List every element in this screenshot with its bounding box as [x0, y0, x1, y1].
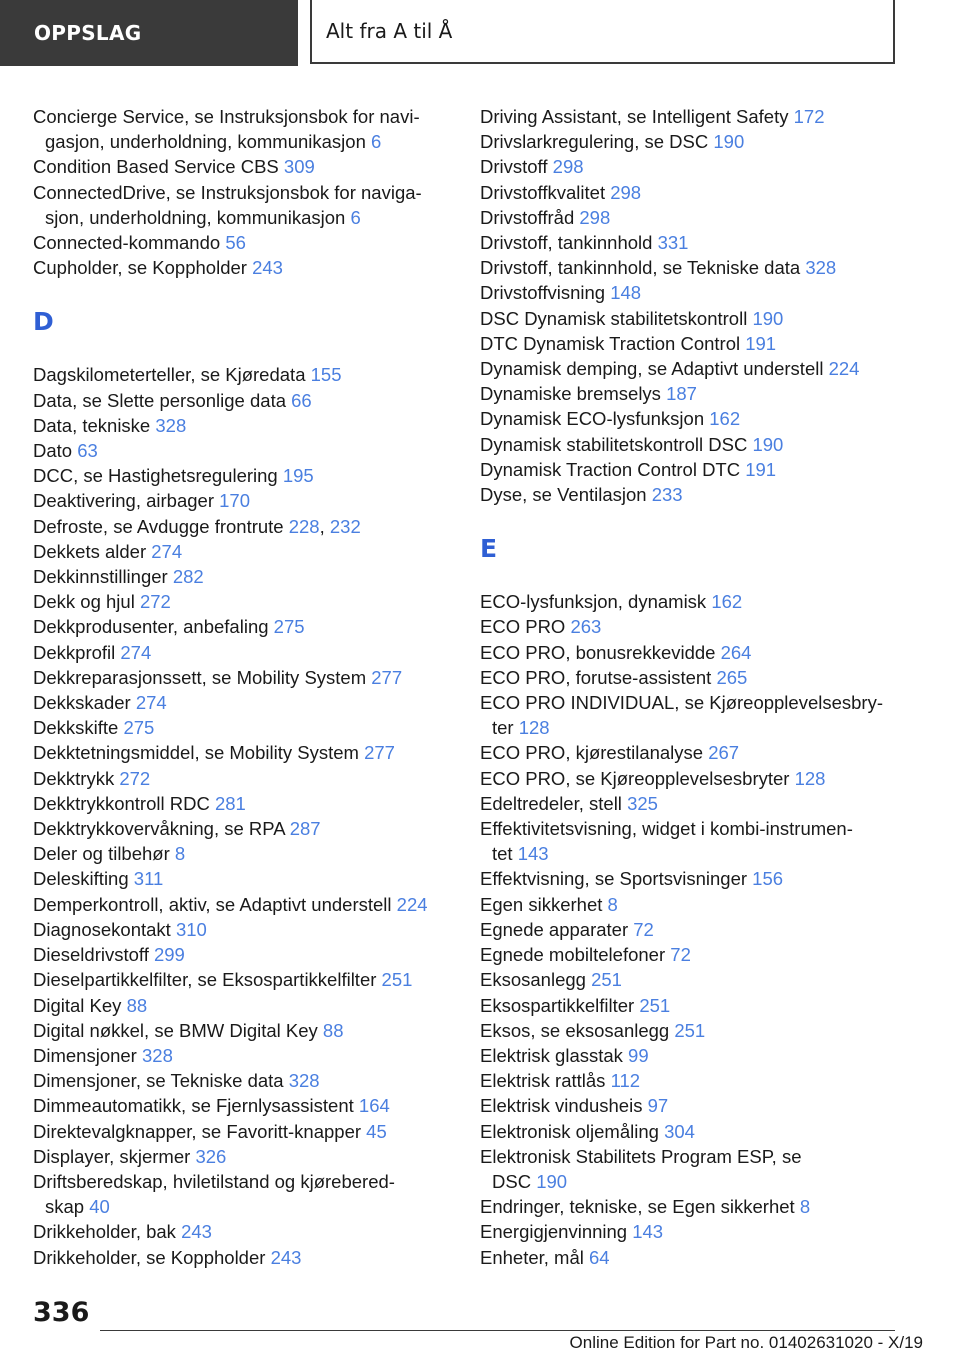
index-entry — [480, 129, 900, 154]
index-term: ter — [492, 717, 514, 739]
page-reference-link[interactable]: 99 — [628, 1044, 649, 1066]
index-term: Digital Key — [33, 994, 122, 1016]
page-reference-link[interactable]: 164 — [358, 1095, 390, 1117]
index-term: Dekk og hjul — [33, 591, 135, 613]
page-reference-link[interactable]: 40 — [89, 1196, 110, 1218]
index-term: Driving Assistant, se Intelligent Safety — [480, 106, 789, 127]
page-reference-link[interactable]: 328 — [288, 1070, 320, 1092]
index-term: Dyse, se Ventilasjon — [480, 484, 647, 506]
index-term: ECO PRO, bonusrekkevidde — [480, 641, 716, 663]
index-term: DSC — [492, 1170, 532, 1192]
index-term: Effektivitetsvisning, widget i kombi-instrumen- — [480, 818, 853, 840]
index-entry — [33, 1194, 453, 1219]
index-term: Diagnosekontakt — [33, 918, 171, 940]
page-reference-link[interactable]: 328 — [155, 414, 187, 436]
page-reference-link[interactable]: 251 — [381, 969, 413, 991]
page-reference-link[interactable]: 64 — [589, 1246, 610, 1268]
index-entry — [33, 816, 453, 841]
index-term: Dato — [33, 440, 73, 462]
index-entry — [33, 564, 453, 589]
index-term: Egnede apparater — [480, 918, 629, 940]
index-entry — [33, 154, 453, 179]
page-reference-link[interactable]: 264 — [720, 641, 752, 663]
page-reference-link[interactable]: 310 — [175, 918, 207, 940]
footer-divider — [100, 1330, 895, 1331]
index-entry — [480, 356, 900, 381]
index-entry — [480, 1043, 900, 1068]
page-reference-link[interactable]: 190 — [713, 131, 745, 153]
page-reference-link[interactable]: 112 — [610, 1070, 641, 1092]
page-reference-link[interactable]: 88 — [322, 1019, 344, 1041]
index-entry — [480, 280, 900, 305]
index-entry — [33, 614, 453, 639]
index-entry — [33, 690, 453, 715]
index-entry — [480, 406, 900, 431]
index-entry — [480, 230, 900, 255]
index-entry — [33, 967, 453, 992]
index-term: Dimensjoner, se Tekniske data — [33, 1070, 284, 1092]
page-reference-link[interactable]: 282 — [172, 566, 204, 588]
index-entry — [480, 1194, 900, 1219]
page-reference-link[interactable]: 228 — [288, 515, 320, 537]
index-entry — [33, 942, 453, 967]
index-term: Driftsberedskap, hviletilstand og kjørebered- — [33, 1170, 395, 1192]
page-reference-link[interactable]: 274 — [151, 540, 183, 562]
index-term: Data, tekniske — [33, 414, 151, 436]
index-term: Egnede mobiltelefoner — [480, 944, 666, 966]
page-reference-link[interactable]: 143 — [632, 1221, 664, 1243]
index-term: Deleskifting — [33, 868, 129, 890]
index-entry — [480, 967, 900, 992]
index-term: Drivstoffkvalitet — [480, 181, 606, 203]
page-reference-link[interactable]: 272 — [119, 767, 151, 789]
index-entry — [480, 306, 900, 331]
page-reference-link[interactable]: 143 — [517, 843, 549, 865]
index-term: Dekkskifte — [33, 717, 119, 739]
page-reference-link[interactable]: 195 — [282, 465, 314, 487]
index-entry — [480, 255, 900, 280]
index-entry — [33, 1119, 453, 1144]
page-reference-link[interactable]: 287 — [289, 818, 321, 840]
page-reference-link[interactable]: 325 — [627, 792, 658, 814]
index-entry — [33, 715, 453, 740]
index-term: Dynamisk stabilitetskontroll DSC — [480, 433, 748, 455]
index-entry — [33, 1219, 453, 1244]
index-entry — [33, 1144, 453, 1169]
index-term: Dynamisk Traction Control DTC — [480, 458, 741, 480]
page-header — [0, 0, 960, 66]
page-reference-link[interactable]: 251 — [639, 994, 671, 1016]
page-reference-link[interactable]: 6 — [350, 206, 361, 228]
index-entry — [33, 1043, 453, 1068]
index-term: Drikkeholder, se Koppholder — [33, 1246, 266, 1268]
index-term: Dekkets alder — [33, 540, 147, 562]
index-entry — [480, 1018, 900, 1043]
page-reference-link[interactable]: 155 — [310, 364, 342, 386]
page-reference-link[interactable]: 72 — [633, 918, 654, 940]
page-reference-link[interactable]: 267 — [708, 742, 740, 764]
index-entry — [480, 432, 900, 457]
index-entry — [480, 1119, 900, 1144]
page-reference-link[interactable]: 304 — [664, 1120, 695, 1142]
index-entry — [480, 1144, 900, 1169]
index-term: DSC Dynamisk stabilitetskontroll — [480, 307, 748, 329]
page-number: 336 — [33, 1297, 90, 1328]
page-reference-link[interactable]: 72 — [670, 944, 691, 966]
index-term: Concierge Service, se Instruksjonsbok for navi- — [33, 106, 420, 127]
page-reference-link[interactable]: 88 — [126, 994, 148, 1016]
page-reference-link[interactable]: 191 — [745, 332, 777, 354]
page-reference-link[interactable]: 309 — [283, 156, 315, 178]
page-reference-link[interactable]: 187 — [666, 383, 697, 405]
index-term: ECO PRO, kjørestilanalyse — [480, 742, 704, 764]
index-term: tet — [492, 843, 513, 865]
page-reference-link[interactable]: 156 — [752, 868, 784, 890]
index-entry — [33, 866, 453, 891]
page-reference-link[interactable]: 298 — [552, 156, 584, 178]
index-entry — [33, 791, 453, 816]
index-entry — [33, 180, 453, 205]
page-reference-link[interactable]: 190 — [752, 433, 784, 455]
index-term: gasjon, underholdning, kommunikasjon — [45, 131, 366, 153]
index-term: Defroste, se Avdugge frontrute — [33, 515, 284, 537]
index-term: Dekktrykkontroll RDC — [33, 792, 210, 814]
index-term: Endringer, tekniske, se Egen sikkerhet — [480, 1196, 795, 1218]
index-term: Dieselpartikkelfilter, se Eksospartikkelfilter — [33, 969, 377, 991]
index-entry — [480, 942, 900, 967]
index-term: Eksos, se eksosanlegg — [480, 1019, 670, 1041]
index-term: Deler og tilbehør — [33, 843, 170, 865]
page-reference-link[interactable]: 45 — [366, 1120, 387, 1142]
index-entry — [33, 362, 453, 387]
index-term: Dekkskader — [33, 692, 131, 714]
index-entry — [33, 1245, 453, 1270]
index-entry — [480, 457, 900, 482]
page-reference-link[interactable]: 275 — [273, 616, 305, 638]
index-term: Direktevalgknapper, se Favoritt-knapper — [33, 1120, 362, 1142]
index-entry — [480, 1093, 900, 1118]
page-reference-link[interactable]: 8 — [607, 893, 618, 915]
index-term: ECO PRO, se Kjøreopplevelsesbryter — [480, 767, 790, 789]
index-term: Dynamisk demping, se Adaptivt understell — [480, 358, 824, 380]
index-term: DCC, se Hastighetsregulering — [33, 465, 278, 487]
index-entry — [480, 791, 900, 816]
page-reference-link[interactable]: 190 — [536, 1170, 568, 1192]
index-column-right — [480, 104, 900, 1270]
index-entry — [33, 539, 453, 564]
page-reference-link[interactable]: 8 — [799, 1196, 811, 1218]
index-term: Dekktrykk — [33, 767, 115, 789]
edition-note: Online Edition for Part no. 01402631020 - X/19 — [569, 1333, 923, 1352]
page-reference-link[interactable]: 265 — [716, 666, 748, 688]
index-term: DTC Dynamisk Traction Control — [480, 332, 741, 354]
index-term: Drivstoff, tankinnhold, se Tekniske data — [480, 257, 801, 279]
page-reference-link[interactable]: 274 — [135, 692, 167, 714]
index-entry — [480, 892, 900, 917]
page-reference-link[interactable]: 233 — [651, 484, 683, 506]
index-term: Deaktivering, airbager — [33, 490, 214, 512]
page-reference-link[interactable]: 224 — [828, 358, 860, 380]
index-term: ECO PRO — [480, 616, 566, 638]
index-term: Drivstoff — [480, 156, 548, 178]
index-term: Dimensjoner — [33, 1044, 137, 1066]
index-entry — [480, 154, 900, 179]
index-entry — [33, 104, 453, 129]
index-term: Eksospartikkelfilter — [480, 994, 635, 1016]
index-entry — [33, 1068, 453, 1093]
index-entry — [33, 255, 453, 280]
index-entry — [480, 715, 900, 740]
index-term: Displayer, skjermer — [33, 1145, 191, 1167]
page-reference-link[interactable]: 298 — [579, 206, 611, 228]
index-term: Demperkontroll, aktiv, se Adaptivt understell — [33, 893, 392, 915]
page-reference-link[interactable]: 311 — [133, 868, 164, 890]
page-reference-link[interactable]: 272 — [139, 591, 171, 613]
index-entry — [33, 463, 453, 488]
page-reference-link[interactable]: 128 — [518, 717, 550, 739]
index-term: Drivstoff, tankinnhold — [480, 232, 653, 254]
page-reference-link[interactable]: 232 — [329, 515, 361, 537]
page-reference-link[interactable]: 274 — [120, 641, 152, 663]
index-column-left — [33, 104, 453, 1270]
page-reference-link[interactable]: 6 — [371, 131, 382, 153]
index-term: Dekktetningsmiddel, se Mobility System — [33, 742, 359, 764]
index-term: Dagskilometerteller, se Kjøredata — [33, 364, 306, 386]
page-reference-link[interactable]: 299 — [153, 944, 185, 966]
index-entry — [33, 488, 453, 513]
index-term: Egen sikkerhet — [480, 893, 603, 915]
index-entry — [480, 993, 900, 1018]
index-entry — [33, 230, 453, 255]
index-term: Condition Based Service CBS — [33, 156, 279, 178]
index-entry — [480, 917, 900, 942]
index-term: Eksosanlegg — [480, 969, 586, 991]
index-entry — [33, 388, 453, 413]
page-reference-link[interactable]: 243 — [270, 1246, 302, 1268]
page-reference-link[interactable]: 328 — [142, 1044, 173, 1066]
page-reference-link[interactable]: 148 — [610, 282, 642, 304]
page-reference-link[interactable]: 190 — [752, 307, 784, 329]
index-entry: Defroste, se Avdugge frontrute 228, 232 — [33, 515, 361, 537]
index-entry — [480, 589, 900, 614]
index-term: Dekktrykkovervåkning, se RPA — [33, 818, 285, 840]
page-reference-link[interactable]: 128 — [794, 767, 826, 789]
index-entry — [33, 1093, 453, 1118]
index-entry — [480, 1068, 900, 1093]
index-term: Enheter, mål — [480, 1246, 584, 1268]
index-term: Elektrisk vindusheis — [480, 1095, 643, 1117]
index-entry — [480, 1169, 900, 1194]
index-term: Dekkprodusenter, anbefaling — [33, 616, 269, 638]
index-term: ECO-lysfunksjon, dynamisk — [480, 591, 707, 613]
index-term: Elektronisk Stabilitets Program ESP, se — [480, 1145, 802, 1167]
index-entry — [33, 740, 453, 765]
index-entry — [33, 413, 453, 438]
page-reference-link[interactable]: 275 — [123, 717, 155, 739]
index-entry — [33, 205, 453, 230]
index-term: skap — [45, 1196, 85, 1218]
index-entry — [480, 766, 900, 791]
page-reference-link[interactable]: 243 — [252, 257, 283, 279]
index-term: Elektrisk glasstak — [480, 1044, 623, 1066]
index-term: Data, se Slette personlige data — [33, 389, 286, 411]
page-reference-link[interactable]: 8 — [174, 843, 186, 865]
index-entry — [33, 589, 453, 614]
page-reference-link[interactable]: 191 — [745, 458, 777, 480]
index-term: ConnectedDrive, se Instruksjonsbok for naviga- — [33, 181, 422, 203]
index-term: Dekkprofil — [33, 641, 116, 663]
page-reference-link[interactable]: 298 — [610, 181, 642, 203]
index-entry — [33, 766, 453, 791]
index-term: Dimmeautomatikk, se Fjernlysassistent — [33, 1095, 354, 1117]
page-reference-link[interactable]: 97 — [647, 1095, 669, 1117]
chapter-title: Alt fra A til Å — [310, 0, 895, 64]
index-entry — [33, 841, 453, 866]
index-entry — [480, 740, 900, 765]
index-entry — [33, 665, 453, 690]
index-term: Dekkreparasjonssett, se Mobility System — [33, 666, 367, 688]
page-reference-link[interactable]: 66 — [291, 389, 312, 411]
index-term: ECO PRO INDIVIDUAL, se Kjøreopplevelsesbry- — [480, 692, 884, 714]
index-entry — [33, 892, 453, 917]
index-entry — [480, 816, 900, 841]
index-entry — [480, 1245, 900, 1270]
section-tab: OPPSLAG — [0, 0, 298, 66]
page-reference-link[interactable]: 326 — [195, 1145, 227, 1167]
index-entry — [480, 205, 900, 230]
index-term: Energigjenvinning — [480, 1221, 628, 1243]
page-reference-link[interactable]: 251 — [591, 969, 622, 991]
index-term: sjon, underholdning, kommunikasjon — [45, 206, 346, 228]
page-reference-link[interactable]: 224 — [396, 893, 428, 915]
index-entry — [33, 1018, 453, 1043]
index-term: Dekkinnstillinger — [33, 566, 168, 588]
index-entry — [480, 841, 900, 866]
index-term: Edeltredeler, stell — [480, 792, 622, 814]
index-entry — [33, 129, 453, 154]
index-term: Drivslarkregulering, se DSC — [480, 131, 709, 153]
page-reference-link[interactable]: 243 — [181, 1221, 212, 1243]
index-term: Digital nøkkel, se BMW Digital Key — [33, 1019, 318, 1041]
page-reference-link[interactable]: 162 — [709, 408, 741, 430]
index-entry — [480, 104, 900, 129]
page-reference-link[interactable]: 170 — [219, 490, 250, 512]
page-reference-link[interactable]: 251 — [674, 1019, 706, 1041]
index-letter-heading: D — [33, 307, 54, 337]
index-term: Dynamiske bremselys — [480, 383, 661, 405]
index-entry — [480, 331, 900, 356]
page-reference-link[interactable]: 277 — [364, 742, 395, 764]
page-reference-link[interactable]: 263 — [570, 616, 602, 638]
index-term: Drivstoffråd — [480, 206, 575, 228]
page-reference-link[interactable]: 63 — [77, 440, 98, 462]
index-entry — [33, 917, 453, 942]
page-reference-link[interactable]: 328 — [805, 257, 837, 279]
index-term: Elektronisk oljemåling — [480, 1120, 659, 1142]
index-entry — [33, 640, 453, 665]
page-reference-link[interactable]: 331 — [657, 232, 689, 254]
index-entry — [480, 665, 900, 690]
index-term: Drikkeholder, bak — [33, 1221, 176, 1243]
index-entry — [480, 1219, 900, 1244]
index-term: ECO PRO, forutse-assistent — [480, 666, 712, 688]
index-entry — [480, 690, 900, 715]
page-reference-link[interactable]: 277 — [371, 666, 403, 688]
page-reference-link[interactable]: 56 — [225, 232, 246, 254]
index-term: Cupholder, se Koppholder — [33, 257, 247, 279]
index-term: Drivstoffvisning — [480, 282, 606, 304]
page-reference-link[interactable]: 281 — [214, 792, 246, 814]
index-term: Dieseldrivstoff — [33, 944, 149, 966]
page-reference-link[interactable]: 162 — [711, 591, 743, 613]
index-term: Dynamisk ECO-lysfunksjon — [480, 408, 705, 430]
index-entry — [33, 438, 453, 463]
index-term: Effektvisning, se Sportsvisninger — [480, 868, 748, 890]
index-entry — [480, 482, 900, 507]
index-entry — [480, 614, 900, 639]
index-term: Elektrisk rattlås — [480, 1070, 606, 1092]
index-entry — [33, 993, 453, 1018]
index-term: Connected-kommando — [33, 232, 221, 254]
index-entry — [33, 1169, 453, 1194]
index-entry — [480, 381, 900, 406]
index-entry — [480, 866, 900, 891]
page-reference-link[interactable]: 172 — [793, 106, 825, 127]
index-entry — [480, 640, 900, 665]
index-letter-heading: E — [480, 534, 498, 564]
index-entry — [480, 180, 900, 205]
